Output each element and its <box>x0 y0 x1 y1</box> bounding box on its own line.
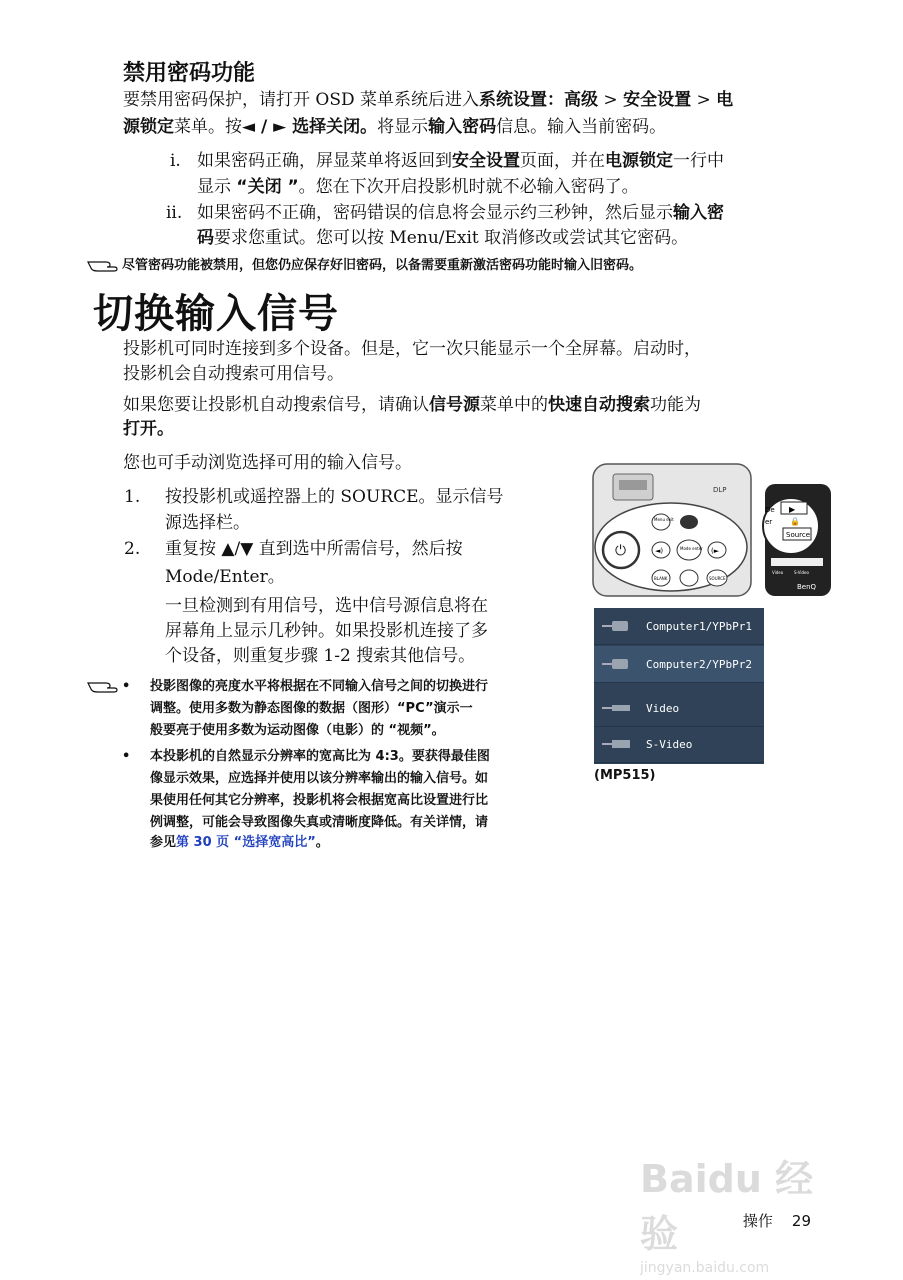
svg-text:BLANK: BLANK <box>654 576 668 581</box>
svg-text:BenQ: BenQ <box>797 583 817 591</box>
step-number: 2. <box>124 539 141 559</box>
note-text: 尽管密码功能被禁用，但您仍应保存好旧密码，以备需要重新激活密码功能时输入旧密码。 <box>122 258 643 273</box>
note-line: 像显示效果，应选择并使用以该分辨率输出的输入信号。如 <box>150 771 489 786</box>
note-line: 投影图像的亮度水平将根据在不同输入信号之间的切换进行 <box>150 679 489 694</box>
list-item-text: 码要求您重试。您可以按 Menu/Exit 取消修改或尝试其它密码。 <box>197 228 689 248</box>
rca-connector-icon <box>602 702 632 714</box>
step-text: Mode/Enter。 <box>165 567 285 587</box>
svg-text:Menu exit: Menu exit <box>654 517 674 522</box>
svg-text:◄): ◄) <box>655 547 664 555</box>
figure-caption: (MP515) <box>594 768 656 783</box>
pointing-hand-icon <box>86 258 120 274</box>
paragraph: 投影机会自动搜索可用信号。 <box>123 364 344 384</box>
baidu-watermark: Baidu 经验 jingyan.baidu.com <box>640 1157 814 1276</box>
svg-text:Source: Source <box>786 531 811 539</box>
note-line: 例调整，可能会导致图像失真或清晰度降低。有关详情，请 <box>150 815 489 830</box>
paragraph: 打开。 <box>123 419 174 439</box>
bullet-icon: • <box>122 679 131 694</box>
source-item-video[interactable]: Video <box>594 690 764 727</box>
list-item-text: 如果密码不正确，密码错误的信息将会显示约三秒钟，然后显示输入密 <box>197 203 724 223</box>
paragraph: 您也可手动浏览选择可用的输入信号。 <box>123 453 412 473</box>
step-text: 源选择栏。 <box>165 513 250 533</box>
step-text: 重复按 ▲/▼ 直到选中所需信号，然后按 <box>165 539 463 559</box>
vga-connector-icon <box>602 658 632 670</box>
svg-text:Mode enter: Mode enter <box>680 546 703 551</box>
source-item-computer2[interactable]: Computer2/YPbPr2 <box>594 646 764 683</box>
svg-text:🔒: 🔒 <box>790 517 800 526</box>
step-text: 个设备，则重复步骤 1-2 搜索其他信号。 <box>165 646 476 666</box>
list-item-text: 如果密码正确，屏显菜单将返回到安全设置页面，并在电源锁定一行中 <box>197 151 724 171</box>
note-line: 参见第 30 页 “选择宽高比”。 <box>150 835 329 850</box>
source-item-computer1[interactable]: Computer1/YPbPr1 <box>594 608 764 645</box>
step-number: 1. <box>124 487 141 507</box>
bullet-icon: • <box>122 749 131 764</box>
svg-text:(►: (► <box>711 547 720 555</box>
svg-text:er: er <box>765 518 773 526</box>
vga-connector-icon <box>602 620 632 632</box>
list-item: i. <box>170 151 181 171</box>
svideo-connector-icon <box>602 738 632 750</box>
dlp-logo: DLP <box>713 486 727 494</box>
source-item-svideo[interactable]: S-Video <box>594 726 764 763</box>
projector-remote-illustration <box>591 462 835 602</box>
step-text: 按投影机或遥控器上的 SOURCE。显示信号 <box>165 487 504 507</box>
paragraph: 要禁用密码保护，请打开 OSD 菜单系统后进入系统设置：高级 > 安全设置 > 电 <box>123 90 734 110</box>
pointing-hand-icon <box>86 679 120 695</box>
list-item-text: 显示 “关闭 ”。您在下次开启投影机时就不必输入密码了。 <box>197 177 639 197</box>
svg-text:⏻: ⏻ <box>615 543 627 559</box>
note-line: 本投影机的自然显示分辨率的宽高比为 4:3。要获得最佳图 <box>150 749 490 764</box>
source-selection-bar <box>594 608 764 764</box>
svg-text:S-Video: S-Video <box>794 570 809 575</box>
note-line: 般要亮于使用多数为运动图像（电影）的 “视频”。 <box>150 723 445 738</box>
section-title-switch-input: 切换输入信号 <box>93 291 339 337</box>
paragraph: 源锁定菜单。按◄ / ► 选择关闭。将显示输入密码信息。输入当前密码。 <box>123 117 667 137</box>
svg-text:▶: ▶ <box>789 505 796 514</box>
note-line: 调整。使用多数为静态图像的数据（图形）“PC”演示一 <box>150 701 473 716</box>
paragraph: 如果您要让投影机自动搜索信号，请确认信号源菜单中的快速自动搜索功能为 <box>123 395 701 415</box>
svg-text:De: De <box>765 506 775 514</box>
step-text: 一旦检测到有用信号，选中信号源信息将在 <box>165 596 488 616</box>
svg-text:Video: Video <box>772 570 784 575</box>
section-title-disable-password: 禁用密码功能 <box>123 61 256 86</box>
page-link[interactable]: 第 30 页 “选择宽高比” <box>176 835 316 850</box>
paragraph: 投影机可同时连接到多个设备。但是，它一次只能显示一个全屏幕。启动时， <box>123 339 701 359</box>
note-line: 果使用任何其它分辨率，投影机将会根据宽高比设置进行比 <box>150 793 489 808</box>
list-item: ii. <box>166 203 183 223</box>
svg-text:SOURCE: SOURCE <box>709 576 726 581</box>
step-text: 屏幕角上显示几秒钟。如果投影机连接了多 <box>165 621 488 641</box>
page-footer: 操作 29 <box>742 1212 811 1230</box>
